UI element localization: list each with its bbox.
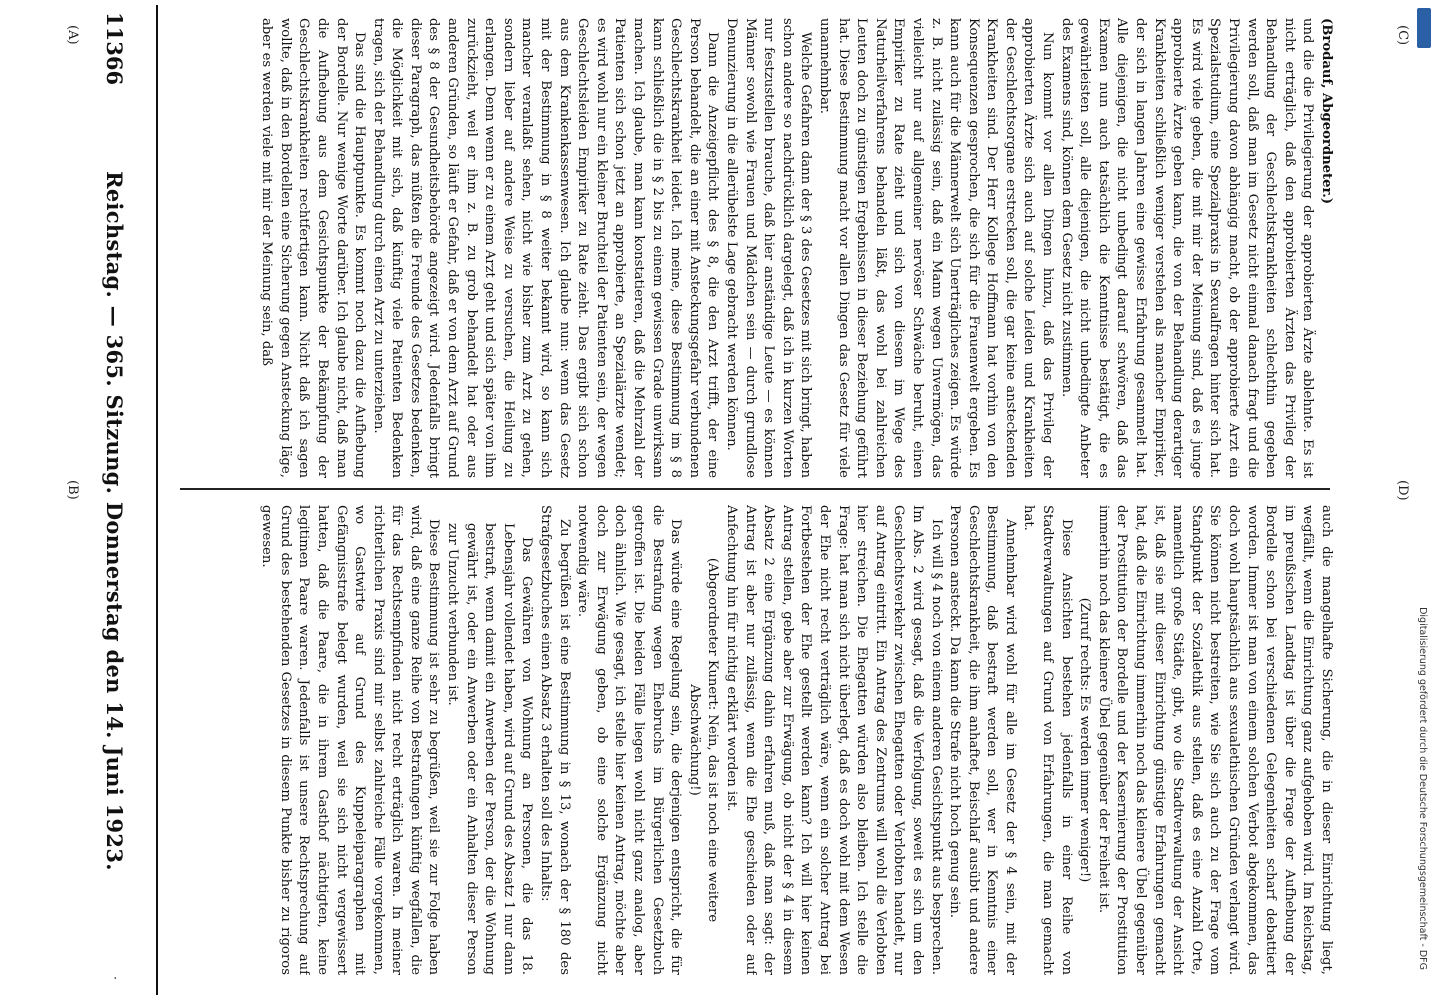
paragraph: Welche Gefahren dann der § 3 des Gesetzes mit sich bringt, haben schon andere so nachdrücklich dargelegt, daß ich in kurzen Worten nur festzustellen brauche, daß hier anständige Leute — es können Männer sowohl wie Frauen und Mädchen sein — durch grundlose Denunzierung in die allerübelste Lage gebracht werden können. <box>724 18 814 478</box>
header-rule <box>156 5 158 995</box>
left-column <box>170 18 1335 478</box>
speaker-line: (Brodauf, Abgeordneter.) <box>1319 18 1334 205</box>
paragraph: Annehmbar wird wohl für alle im Gesetz der § 4 sein, mit der Bestimmung, daß bestraft werden soll, wer in Kenntnis einer Geschlechtskrankheit, die ihm anhaftet, Beischlaf ausübt und andere Personen ansteckt. Da kann die Strafe nicht hoch genug sein. <box>947 505 1018 975</box>
margin-mark-a: (A) <box>65 25 80 45</box>
paragraph: Zu begrüßen ist eine Bestimmung in § 13, wonach der § 180 des Strafgesetzbuches einen Absatz 3 erhalten soll des Inhalts: <box>538 505 572 975</box>
right-column <box>170 505 1335 975</box>
page-title: Reichstag. — 365. Sitzung. Donnerstag den 14. Juni 1923. <box>102 171 128 871</box>
paragraph: und die die Privilegierung der approbierten Ärzte ablehnte. Es ist nicht erträglich, daß den approbierten Ärzten das Privileg der Behandlung der Geschlechtskrankheiten schlechthin gegeben werden soll, daß man im Gesetz nicht einmal danach fragt und die Privilegierung davon abhängig macht, ob der approbierte Arzt ein Spezialstudium, eine Spezialpraxis in Sexualfragen hinter sich hat. Es wird viele geben, die mit mir der Meinung sind, daß es junge approbierte Ärzte geben kann, die von der Behandlung derartiger Krankheiten schließlich weniger verstehen als mancher Empiriker, der sich in langen Jahren eine gewisse Erfahrung gesammelt hat. Alle diejenigen, die nicht unbedingt darauf schwören, daß das Examen nun auch tatsächlich die Kenntnisse bestätigt, die es gewährleisten soll, alle diejenigen, die nicht unbedingte Anbeter des Examens sind, können dem Gesetz nicht zustimmen. <box>1058 18 1316 478</box>
interjection: (Abgeordneter Kunert: Nein, das ist noch eine weitere Abschwächung!) <box>686 557 721 923</box>
paragraph: Nun kommt vor allen Dingen hinzu, daß das Privileg der approbierten Ärzte sich auch auf solche Leiden und Krankheiten der Geschlechtsorgane erstrecken soll, die gar keine ansteckenden Krankheiten sind. Der Herr Kollege Hoffmann hat vorhin von den Konsequenzen gesprochen, die sich für die Frauenwelt ergeben. Es kann auch für die Männerwelt sich Unerträgliches zeigen. Es würde z. B. nicht zulässig sein, daß ein Mann wegen Unvermögen, das vielleicht nur auf allgemeiner nervöser Schwäche beruht, einen Empiriker zu Rate zieht und sich von diesem im Wege des Naturheilverfahrens behandeln läßt, das wohl bei zahlreichen Leuten doch zu günstigen Ergebnissen in dieser Beziehung geführt hat. Diese Bestimmung macht vor allen Dingen das Gesetz für viele unannehmbar. <box>816 18 1056 478</box>
interjection: (Zuruf rechts: Es werden immer weniger!) <box>1077 597 1093 883</box>
margin-mark-c: (C) <box>1395 25 1410 46</box>
paragraph: Dann die Anzeigepflicht des § 8, die den Arzt trifft, der eine Person behandelt, die an einer mit Ansteckungsgefahr verbundenen Geschlechtskrankheit leidet. Ich meine, diese Bestimmung im § 8 kann schließlich die in § 2 bis zu einem gewissen Grade unwirksam machen. Ich glaube, man kann konstatieren, daß die Mehrzahl der Patienten sich schon jetzt an approbierte, an Spezialärzte wendet; es wird wohl nur ein kleiner Bruchteil der Patienten sein, der wegen Geschlechtsleiden Empiriker zu Rate zieht. Das ergibt sich schon aus dem Krankenkassenwesen. Ich glaube nun: wenn das Gesetz mit der Bestimmung in § 8 weiter bekannt wird, so kann sich mancher veranlaßt sehen, nicht wie bisher zum Arzt zu gehen, sondern lieber auf andere Weise zu versuchen, die Heilung zu erlangen. Denn wenn er zu einem Arzt geht und sich später von ihm zurückzieht, weil er ihm z. B. zu grob behandelt hat oder aus anderen Gründen, so läuft er Gefahr, daß er von dem Arzt auf Grund des § 8 der Gesundheitsbehörde angezeigt wird. Jedenfalls bringt dieser Paragraph, das müßten die Freunde des Gesetzes bedenken, die Möglichkeit mit sich, daß künftig viele Patienten Bedenken tragen, sich der Behandlung durch einen Arzt zu unterziehen. <box>370 18 721 478</box>
margin-mark-b: (B) <box>65 480 80 500</box>
paragraph: Diese Bestimmung ist sehr zu begrüßen, weil sie zur Folge haben wird, daß eine ganze Reihe von Bestrafungen künftig wegfallen, die für das Rechtsempfinden nicht recht erträglich waren. In meiner richterlichen Praxis sind mir selbst zahlreiche Fälle vorgekommen, wo Gastwirte auf Grund des Kuppeleiparagraphen mit Gefängnisstrafe belegt wurden, weil sie sich nicht vergewissert hatten, daß die Paare, die in ihrem Gasthof nächtigten, keine legitimen Paare waren. Jedenfalls ist unsere Rechtsprechung auf Grund des bestehenden Gesetzes in diesem Punkte bisher zu rigoros gewesen. <box>259 505 442 975</box>
paragraph: Das sind die Hauptpunkte. Es kommt noch dazu die Aufhebung der Bordelle. Nur wenige Worte darüber. Ich glaube nicht, daß man die Aufhebung aus dem Gesichtspunkte der Bekämpfung der Geschlechtskrankheiten rechtfertigen kann. Nicht daß ich sagen wollte, daß in den Bordellen eine Sicherung gegen Ansteckung läge, aber es werden viele mit mir der Meinung sein, daß <box>259 18 368 478</box>
page-header <box>95 12 135 980</box>
column-divider <box>180 488 1330 490</box>
digitization-imprint <box>1412 10 1430 990</box>
paragraph: Ich will § 4 noch von einem anderen Gesichtspunkt aus besprechen. Im Abs. 2 wird gesagt, daß die Verfolgung, soweit es sich um den Geschlechtsverkehr zwischen Ehegatten oder Verlobten handelt, nur auf Antrag eintritt. Ein Antrag des Zentrums will wohl die Verlobten hier streichen. Die Ehegatten würden also bleiben. Ich stelle die Frage: hat man sich nicht überlegt, daß es doch wohl mit dem Wesen der Ehe nicht recht verträglich wäre, wenn ein solcher Antrag bei Fortbestehen der Ehe gestellt werden kann? Ich will hier keinen Antrag stellen, gebe aber zur Erwägung, ob nicht der § 4 in diesem Absatz 2 eine Ergänzung dahin erfahren muß, daß man sagt: der Antrag ist aber nur zulässig, wenn die Ehe geschieden oder auf Anfechtung hin für nichtig erklärt worden ist. <box>724 505 944 975</box>
paragraph: Diese Ansichten bestehen jedenfalls in einer Reihe von Stadtverwaltungen auf Grund von Erfahrungen, die man gemacht hat. <box>1021 505 1074 975</box>
paragraph: Das würde eine Regelung sein, die derjenigen entspricht, die für die Bestrafung wegen Ehebruchs im Bürgerlichen Gesetzbuch getroffen ist. Die beiden Fälle liegen wohl nicht ganz analog, aber doch ähnlich. Wie gesagt, ich stelle hier keinen Antrag, möchte aber doch zur Erwägung geben, ob eine solche Ergänzung nicht notwendig wäre. <box>575 505 684 975</box>
paragraph: auch die mangelhafte Sicherung, die in dieser Einrichtung liegt, wegfällt, wenn die Einrichtung ganz aufgehoben wird. Im Reichstag, im preußischen Landtag ist über die Frage der Aufhebung der Bordelle schon bei verschiedenen Gelegenheiten scharf debattiert worden. Immer ist man von einem solchen Verbot abgekommen, das doch wohl hauptsächlich aus sexualethischen Gründen verlangt wird. Sie können nicht bestreiten, wie Sie sich auch zu der Frage vom Standpunkt der Sozialethik aus stellen, daß es eine Anzahl Orte, namentlich große Städte, gibt, wo die Stadtverwaltung der Ansicht ist, daß sie mit dieser Einrichtung günstige Erfahrungen gemacht hat, daß die Einrichtung immerhin noch das kleinere Übel gegenüber der Prostitution der Bordelle und der Kasernierung der Prostitution immerhin noch das kleinere Übel gegenüber der Freiheit ist. <box>1095 505 1334 975</box>
corner-mark: · <box>108 976 122 980</box>
margin-mark-d: (D) <box>1395 480 1410 501</box>
page-number: 11366 <box>102 12 128 86</box>
quoted-text: Das Gewähren von Wohnung an Personen, die das 18. Lebensjahr vollendet haben, wird auf Grund des Absatz 1 nur dann bestraft, wenn damit ein Anwerben der Person, der die Wohnung gewährt ist, oder ein Anwerben oder ein Anhalten dieser Person zur Unzucht verbunden ist. <box>445 523 535 975</box>
imprint-text: Digitalisierung gefördert durch die Deutsche Forschungsgemeinschaft - DFG <box>1417 607 1428 970</box>
